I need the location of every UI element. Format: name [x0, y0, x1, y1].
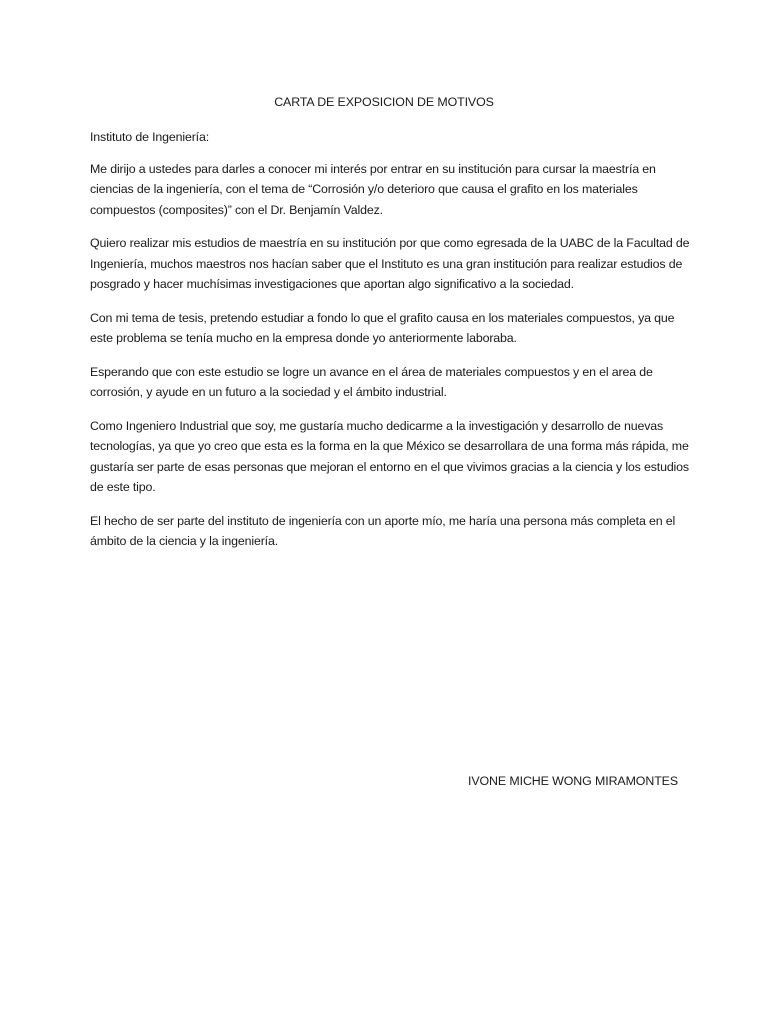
paragraph-closing: El hecho de ser parte del instituto de ingeniería con un aporte mío, me haría una persona más completa en el ámbito de la ciencia y la ingeniería. — [90, 513, 676, 548]
paragraph-motivation: Quiero realizar mis estudios de maestría en su institución por que como egresada de la UABC de la Facultad de Ingeniería, muchos maestros nos hacían saber que el Instituto es una gran institución para realizar estudios de posgrado y hacer muchísimas investigaciones que aportan algo significativo a la sociedad. — [90, 236, 690, 291]
paragraph-thesis-topic: Con mi tema de tesis, pretendo estudiar a fondo lo que el grafito causa en los materiales compuestos, ya que este problema se tenía mucho en la empresa donde yo anteriormente laboraba. — [90, 310, 675, 345]
letter-title: CARTA DE EXPOSICION DE MOTIVOS — [274, 95, 494, 109]
paragraph-interest: Me dirijo a ustedes para darles a conocer mi interés por entrar en su institución para cursar la maestría en ciencias de la ingeniería, con el tema de “Corrosión y/o deterioro que causa el grafito en los materiales compuestos (composites)” con el Dr. Benjamín Valdez. — [90, 161, 656, 217]
paragraph-career-goal: Como Ingeniero Industrial que soy, me gustaría mucho dedicarme a la investigación y desarrollo de nuevas tecnologías, ya que yo creo que esta es la forma en la que México se desarrollara de una forma más rápida, me gustaría ser parte de esas personas que mejoran el entorno en el que vivimos gracias a la ciencia y los estudios de este tipo. — [90, 418, 689, 494]
paragraph-expected-outcome: Esperando que con este estudio se logre un avance en el área de materiales compuestos y en el area de corrosión, y ayude en un futuro a la sociedad y el ámbito industrial. — [90, 364, 653, 399]
letter-body — [90, 127, 690, 565]
letter-addressee: Instituto de Ingeniería: — [90, 130, 210, 144]
signature-name: IVONE MICHE WONG MIRAMONTES — [467, 774, 678, 788]
